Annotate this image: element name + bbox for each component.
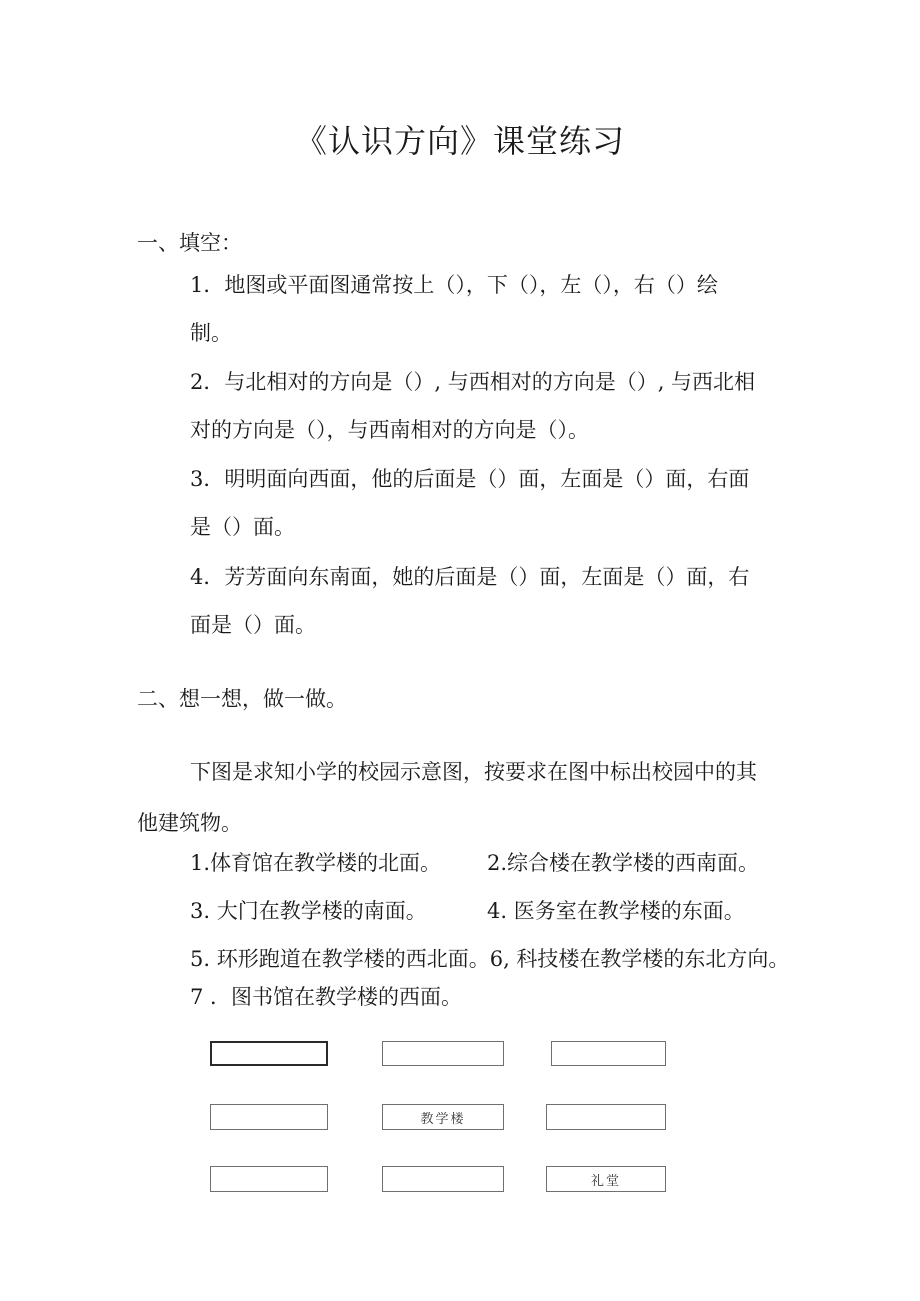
diagram-box-north-west [210,1041,328,1066]
question-3-line-2: 是（）面。 [190,515,295,539]
task-7: 7 ．图书馆在教学楼的西面。 [190,985,463,1009]
question-1-line-1: 1．地图或平面图通常按上（），下（），左（），右（）绘 [190,273,718,297]
diagram-box-north [382,1041,504,1066]
section-2-intro-line-1: 下图是求知小学的校园示意图，按要求在图中标出校园中的其 [190,760,757,784]
diagram-box-auditorium: 礼堂 [546,1166,666,1192]
diagram-box-east [546,1104,666,1130]
task-5-6: 5. 环形跑道在教学楼的西北面。6, 科技楼在教学楼的东北方向。 [190,947,790,971]
diagram-box-north-east [551,1041,666,1066]
task-4: 4. 医务室在教学楼的东面。 [487,899,745,923]
question-2-line-2: 对的方向是（），与西南相对的方向是（）。 [190,418,589,442]
diagram-box-south [382,1166,504,1192]
diagram-box-south-west [210,1166,328,1192]
question-4-line-1: 4．芳芳面向东南面，她的后面是（）面，左面是（）面，右 [190,565,750,589]
page-title: 《认识方向》课堂练习 [294,122,625,160]
question-1-line-2: 制。 [190,321,232,345]
question-2-line-1: 2．与北相对的方向是（）, 与西相对的方向是（）, 与西北相 [190,370,756,394]
diagram-box-teaching-building: 教学楼 [382,1104,504,1130]
diagram-box-west [210,1104,328,1130]
section-1-heading: 一、填空： [137,231,242,255]
section-2-intro-line-2: 他建筑物。 [137,811,242,835]
question-4-line-2: 面是（）面。 [190,613,316,637]
section-2-heading: 二、想一想，做一做。 [137,687,347,711]
question-3-line-1: 3．明明面向西面，他的后面是（）面，左面是（）面，右面 [190,467,750,491]
task-2: 2.综合楼在教学楼的西南面。 [487,851,760,875]
task-3: 3. 大门在教学楼的南面。 [190,899,427,923]
task-1: 1.体育馆在教学楼的北面。 [190,851,442,875]
